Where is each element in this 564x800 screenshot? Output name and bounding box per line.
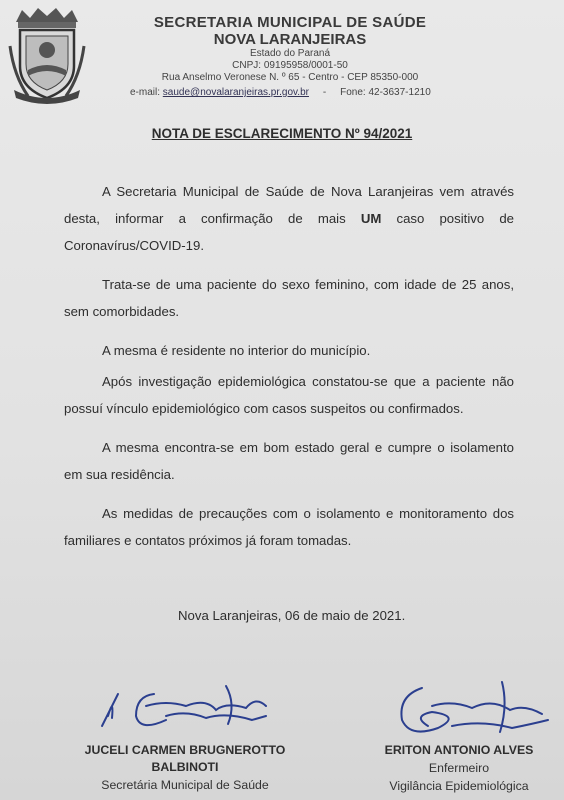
email-link[interactable]: saude@novalaranjeiras.pr.gov.br	[162, 87, 309, 98]
signature-eriton	[392, 676, 552, 742]
department-title: SECRETARIA MUNICIPAL DE SAÚDE	[153, 14, 427, 31]
signer-block-secretary	[60, 742, 310, 794]
phone-separator: -	[322, 87, 327, 98]
signer-role: Secretária Municipal de Saúde	[101, 778, 269, 792]
signer-name: ERITON ANTONIO ALVES	[384, 743, 534, 757]
address-line: Rua Anselmo Veronese N. º 65 - Centro - CEP 85350-000	[161, 72, 419, 83]
signer-role: Enfermeiro	[428, 761, 490, 775]
paragraph-announcement: A Secretaria Municipal de Saúde de Nova Laranjeiras vem através desta, informar a confirmação de mais UM caso positivo de Coronavírus/COVID-19.	[64, 184, 514, 253]
case-count: UM	[360, 211, 382, 226]
letterhead	[120, 14, 460, 84]
place-date: Nova Laranjeiras, 06 de maio de 2021.	[178, 608, 406, 623]
paragraph-residence: A mesma é residente no interior do município.	[102, 343, 371, 358]
paragraph-measures: As medidas de precauções com o isolamento e monitoramento dos familiares e contatos próximos já foram tomadas.	[64, 506, 514, 548]
signer-block-nurse	[364, 742, 554, 795]
email-label: e-mail:	[130, 87, 161, 98]
signer-name: JUCELI CARMEN BRUGNEROTTO BALBINOTI	[84, 743, 286, 774]
state-line: Estado do Paraná	[249, 48, 331, 59]
municipality-name: NOVA LARANJEIRAS	[213, 31, 367, 48]
cnpj-line: CNPJ: 09195958/0001-50	[232, 60, 348, 71]
municipal-coat-of-arms	[8, 6, 86, 106]
paragraph-investigation: Após investigação epidemiológica constatou-se que a paciente não possuí vínculo epidemiológico com casos suspeitos ou confirmados.	[64, 374, 514, 416]
signature-juceli	[96, 676, 276, 736]
document-title: NOTA DE ESCLARECIMENTO Nº 94/2021	[151, 126, 413, 141]
paragraph-isolation: A mesma encontra-se em bom estado geral e cumpre o isolamento em sua residência.	[64, 440, 514, 482]
signer-department: Vigilância Epidemiológica	[389, 779, 529, 793]
document-body	[64, 178, 514, 566]
contact-line	[130, 87, 431, 98]
phone-number: Fone: 42-3637-1210	[340, 87, 431, 98]
paragraph-patient: Trata-se de uma paciente do sexo feminino, com idade de 25 anos, sem comorbidades.	[64, 277, 514, 319]
